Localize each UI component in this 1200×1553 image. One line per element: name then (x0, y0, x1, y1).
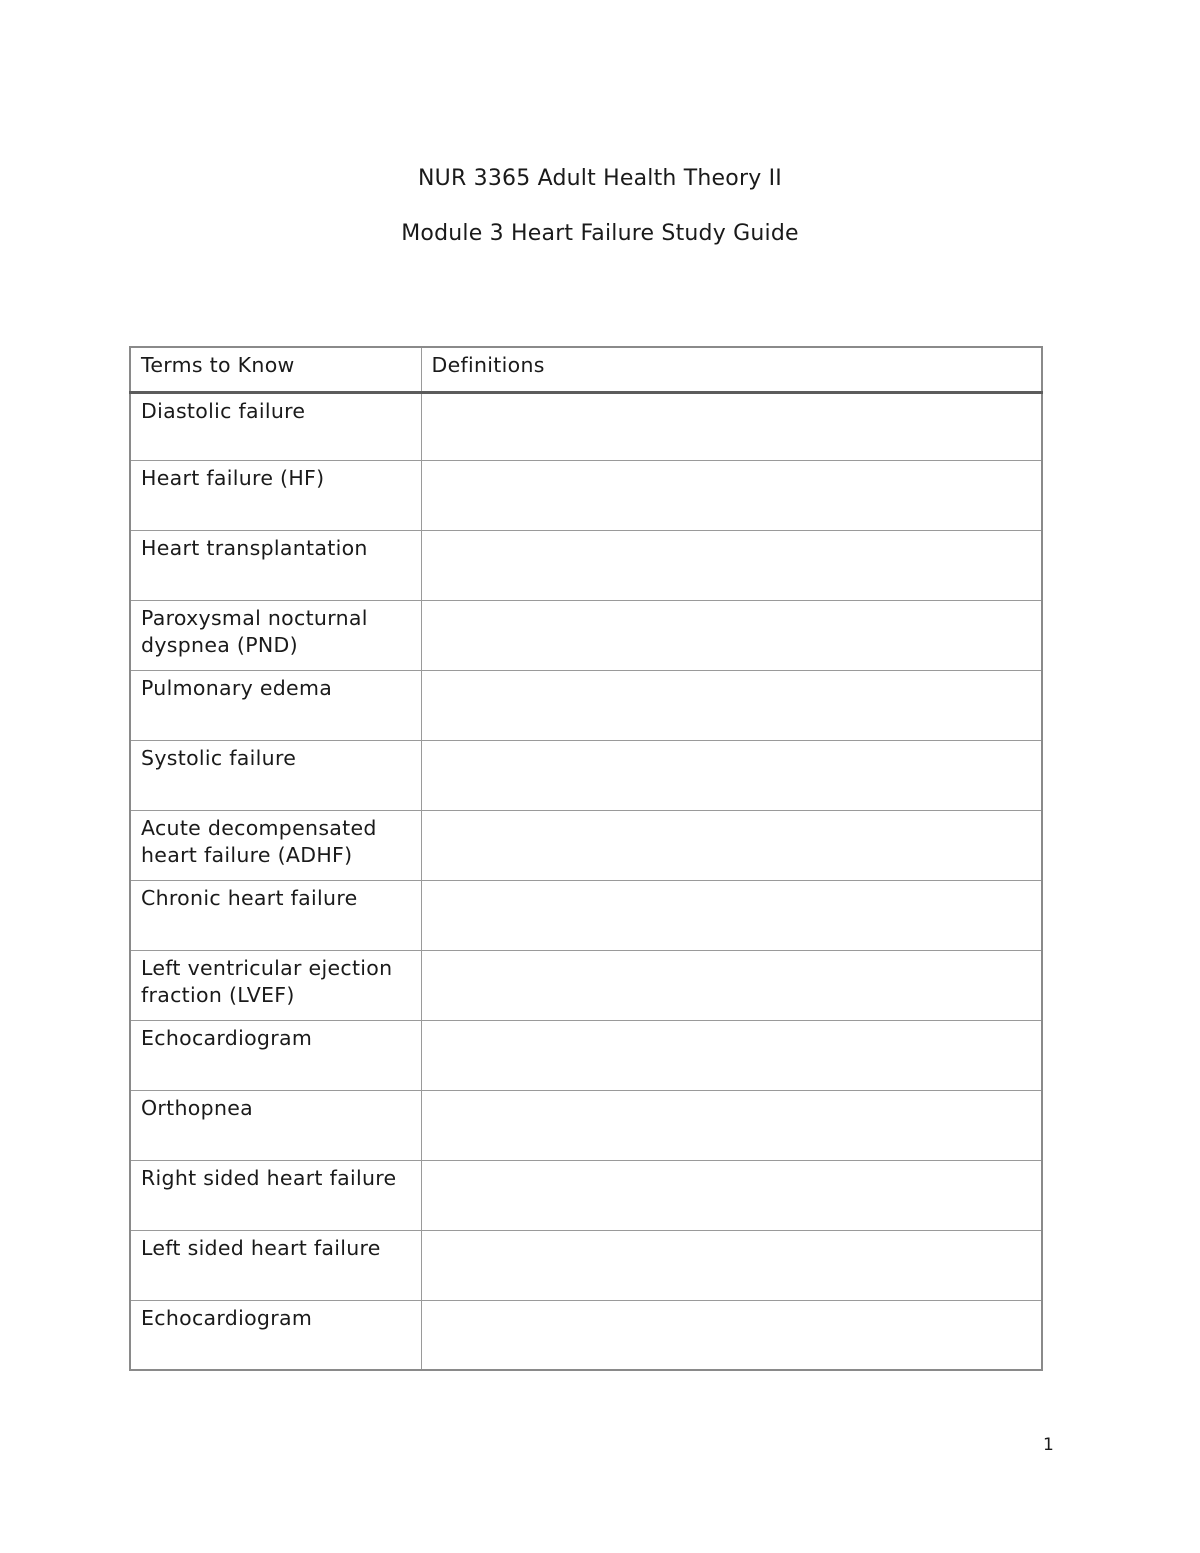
table-row (130, 950, 1042, 1020)
table-row (130, 392, 1042, 460)
term-cell: Heart transplantation (130, 530, 421, 600)
definition-cell[interactable] (421, 950, 1042, 1020)
table-row (130, 880, 1042, 950)
term-cell: Pulmonary edema (130, 670, 421, 740)
term-cell: Paroxysmal nocturnal dyspnea (PND) (130, 600, 421, 670)
table-row (130, 810, 1042, 880)
definition-cell[interactable] (421, 1090, 1042, 1160)
term-cell: Left sided heart failure (130, 1230, 421, 1300)
table-header-row (130, 347, 1042, 392)
table-header (130, 347, 1042, 392)
term-cell: Echocardiogram (130, 1020, 421, 1090)
definition-cell[interactable] (421, 1160, 1042, 1230)
header-definitions: Definitions (421, 347, 1042, 392)
definition-cell[interactable] (421, 810, 1042, 880)
terms-table (129, 346, 1043, 1371)
table-row (130, 600, 1042, 670)
document-subtitle: Module 3 Heart Failure Study Guide (401, 221, 799, 246)
term-cell: Left ventricular ejection fraction (LVEF) (130, 950, 421, 1020)
definition-cell[interactable] (421, 740, 1042, 810)
term-cell: Right sided heart failure (130, 1160, 421, 1230)
definition-cell[interactable] (421, 880, 1042, 950)
term-cell: Acute decompensated heart failure (ADHF) (130, 810, 421, 880)
term-cell: Systolic failure (130, 740, 421, 810)
table-row (130, 670, 1042, 740)
table-row (130, 1020, 1042, 1090)
definition-cell[interactable] (421, 1020, 1042, 1090)
header-terms-to-know: Terms to Know (130, 347, 421, 392)
table-row (130, 1160, 1042, 1230)
definition-cell[interactable] (421, 1230, 1042, 1300)
term-cell: Diastolic failure (130, 392, 421, 460)
term-cell: Chronic heart failure (130, 880, 421, 950)
definition-cell[interactable] (421, 460, 1042, 530)
term-cell: Orthopnea (130, 1090, 421, 1160)
table-row (130, 1300, 1042, 1370)
table-row (130, 740, 1042, 810)
document-title: NUR 3365 Adult Health Theory II (418, 166, 782, 191)
page-number: 1 (1043, 1435, 1054, 1455)
table-row (130, 1090, 1042, 1160)
table-row (130, 530, 1042, 600)
table-row (130, 460, 1042, 530)
definition-cell[interactable] (421, 1300, 1042, 1370)
definition-cell[interactable] (421, 670, 1042, 740)
term-cell: Echocardiogram (130, 1300, 421, 1370)
term-cell: Heart failure (HF) (130, 460, 421, 530)
definition-cell[interactable] (421, 600, 1042, 670)
definition-cell[interactable] (421, 530, 1042, 600)
table-body (130, 392, 1042, 1370)
table-row (130, 1230, 1042, 1300)
definition-cell[interactable] (421, 392, 1042, 460)
